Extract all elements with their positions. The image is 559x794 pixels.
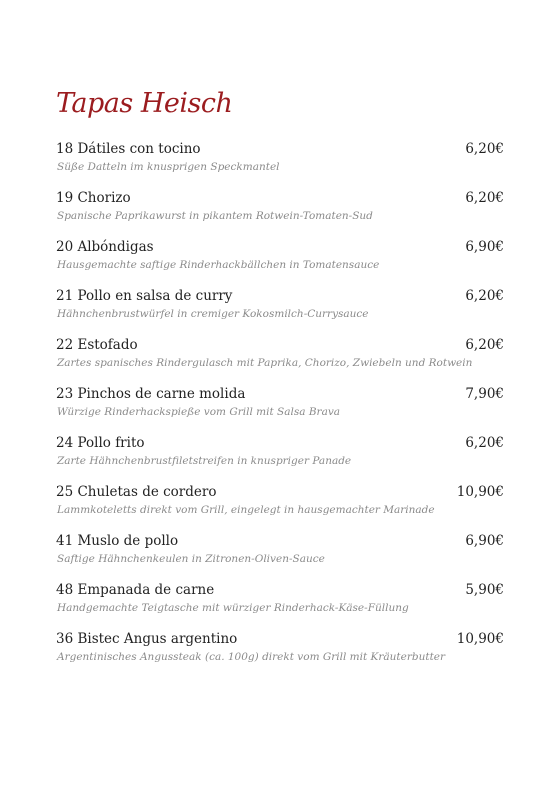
menu-item-price: 6,20€ bbox=[465, 141, 504, 157]
menu-item bbox=[56, 239, 504, 288]
menu-item-name: 22 Estofado bbox=[56, 337, 138, 353]
menu-item-price: 10,90€ bbox=[456, 484, 504, 500]
menu-item-description: Zartes spanisches Rindergulasch mit Paprika, Chorizo, Zwiebeln und Rotwein bbox=[57, 357, 473, 369]
menu-item bbox=[56, 435, 504, 484]
menu-item-name: 19 Chorizo bbox=[56, 190, 131, 206]
menu-item-name: 24 Pollo frito bbox=[56, 435, 145, 451]
menu-item-description: Saftige Hähnchenkeulen in Zitronen-Oliven-Sauce bbox=[57, 553, 325, 565]
menu-item-price: 6,20€ bbox=[465, 337, 504, 353]
menu-item-name: 41 Muslo de pollo bbox=[56, 533, 179, 549]
menu-item bbox=[56, 484, 504, 533]
menu-item-description: Würzige Rinderhackspieße vom Grill mit Salsa Brava bbox=[57, 406, 341, 418]
menu-item-price: 10,90€ bbox=[456, 631, 504, 647]
menu-item bbox=[56, 533, 504, 582]
menu-item-name: 21 Pollo en salsa de curry bbox=[56, 288, 233, 304]
menu-item bbox=[56, 190, 504, 239]
menu-section-title: Tapas Heisch bbox=[56, 88, 233, 119]
menu-item-description: Spanische Paprikawurst in pikantem Rotwein-Tomaten-Sud bbox=[57, 210, 373, 222]
menu-item-name: 25 Chuletas de cordero bbox=[56, 484, 217, 500]
menu-item-price: 6,20€ bbox=[465, 288, 504, 304]
menu-item bbox=[56, 141, 504, 190]
menu-item-price: 6,90€ bbox=[465, 239, 504, 255]
menu-item-description: Argentinisches Angussteak (ca. 100g) direkt vom Grill mit Kräuterbutter bbox=[57, 651, 446, 663]
menu-item-description: Hausgemachte saftige Rinderhackbällchen in Tomatensauce bbox=[57, 259, 380, 271]
menu-item-description: Hähnchenbrustwürfel in cremiger Kokosmilch-Currysauce bbox=[57, 308, 369, 320]
menu-item-name: 23 Pinchos de carne molida bbox=[56, 386, 246, 402]
menu-item-description: Süße Datteln im knusprigen Speckmantel bbox=[57, 161, 280, 173]
menu-item bbox=[56, 288, 504, 337]
menu-item-name: 20 Albóndigas bbox=[56, 239, 154, 255]
menu-item-list bbox=[56, 141, 504, 680]
menu-item-price: 5,90€ bbox=[465, 582, 504, 598]
menu-item bbox=[56, 631, 504, 680]
menu-item bbox=[56, 386, 504, 435]
menu-item-name: 36 Bistec Angus argentino bbox=[56, 631, 238, 647]
menu-item-description: Handgemachte Teigtasche mit würziger Rinderhack-Käse-Füllung bbox=[57, 602, 409, 614]
menu-item bbox=[56, 582, 504, 631]
menu-item-name: 18 Dátiles con tocino bbox=[56, 141, 201, 157]
menu-item-price: 6,90€ bbox=[465, 533, 504, 549]
menu-item-price: 6,20€ bbox=[465, 190, 504, 206]
menu-item-description: Zarte Hähnchenbrustfiletstreifen in knuspriger Panade bbox=[57, 455, 352, 467]
menu-item-description: Lammkoteletts direkt vom Grill, eingelegt in hausgemachter Marinade bbox=[57, 504, 435, 516]
menu-item-name: 48 Empanada de carne bbox=[56, 582, 215, 598]
menu-item-price: 6,20€ bbox=[465, 435, 504, 451]
menu-item-price: 7,90€ bbox=[465, 386, 504, 402]
menu-item bbox=[56, 337, 504, 386]
